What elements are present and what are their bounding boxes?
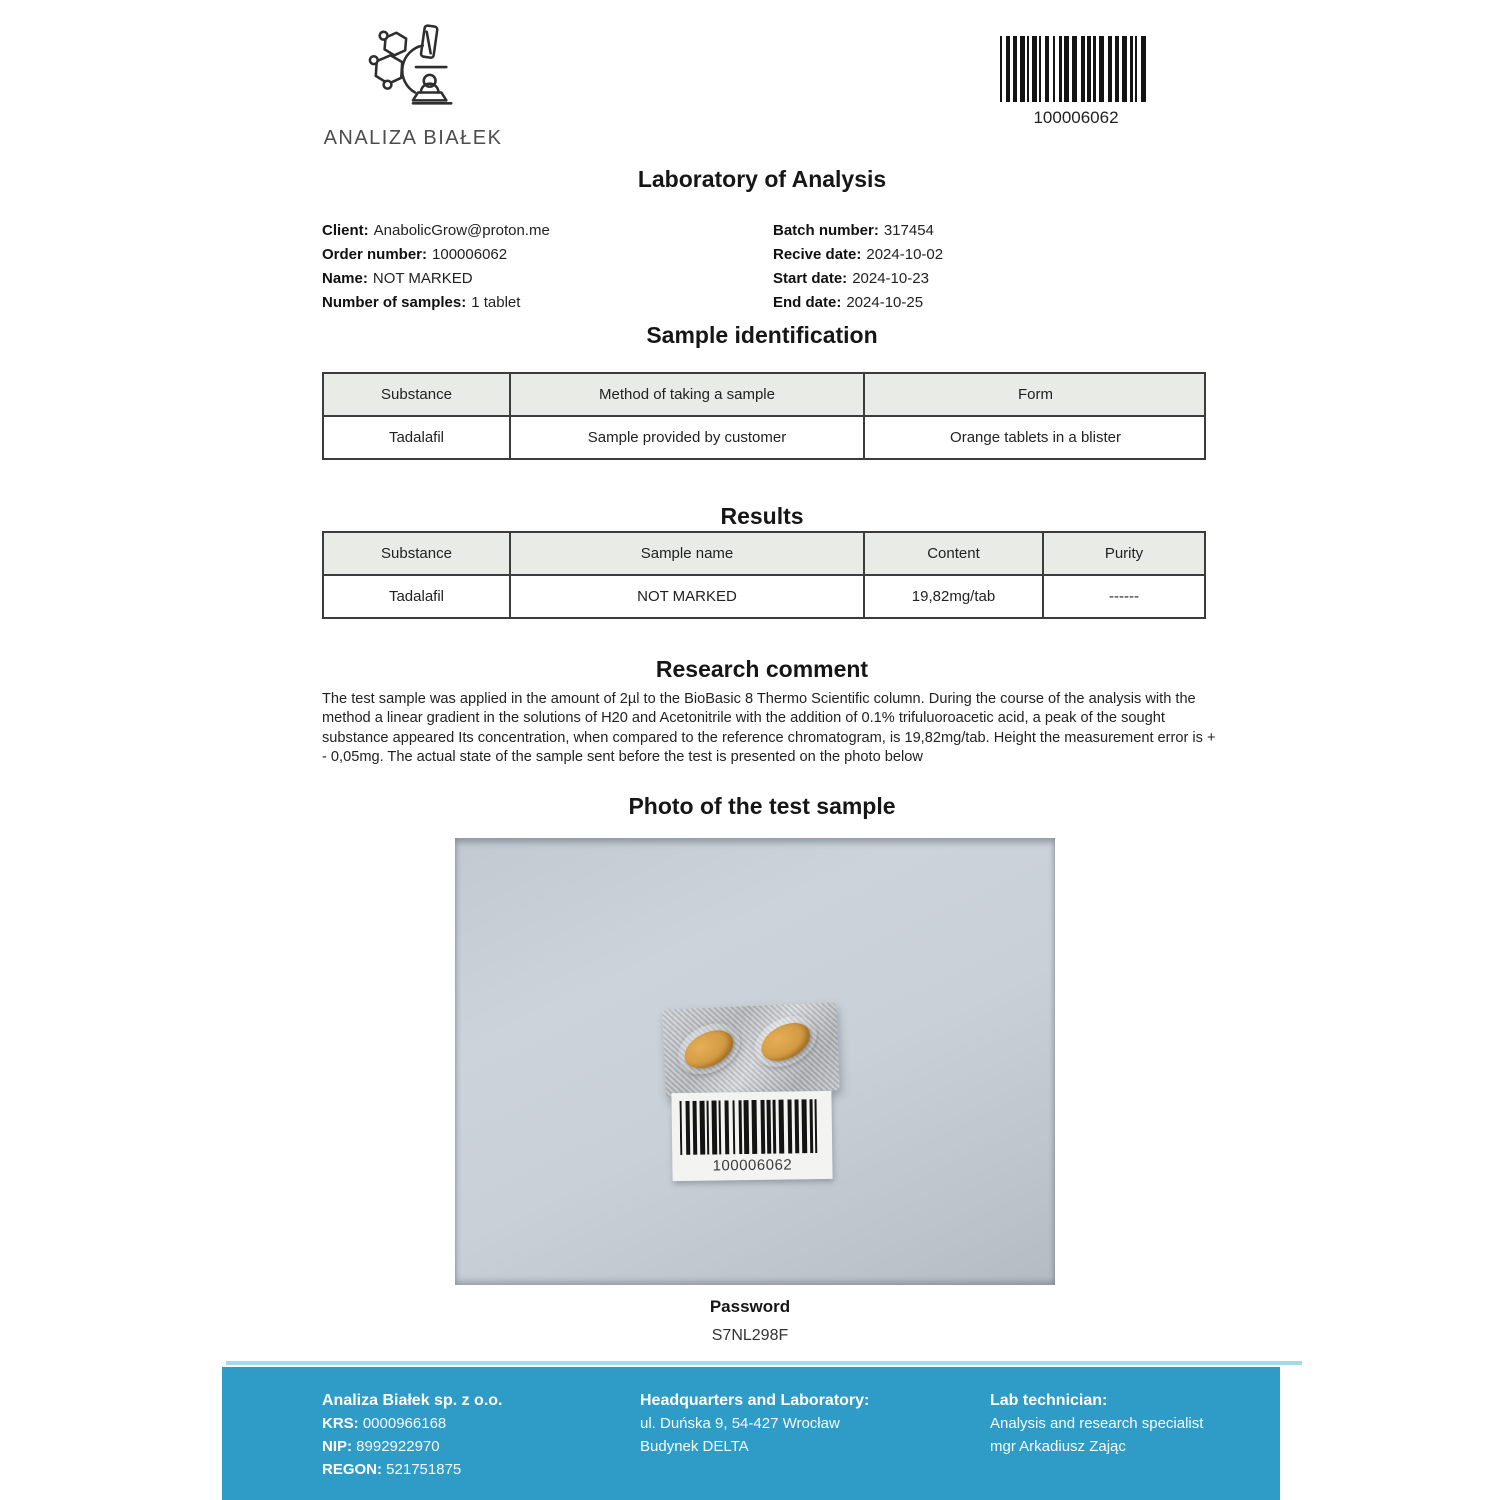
- technician-role: Analysis and research specialist: [990, 1415, 1204, 1432]
- table-cell: NOT MARKED: [511, 576, 865, 617]
- sample-identification-heading: Sample identification: [646, 322, 878, 348]
- footer-accent-line: [226, 1361, 1302, 1365]
- header-cell: Form: [1018, 386, 1053, 403]
- table-cell: Orange tablets in a blister: [950, 429, 1121, 446]
- info-recive-date: Recive date: 2024-10-02: [773, 246, 944, 263]
- sample-barcode-label: [671, 1091, 832, 1181]
- technician-name: mgr Arkadiusz Zając: [990, 1438, 1126, 1455]
- table-cell: 19,82mg/tab: [865, 576, 1044, 617]
- table-header-row: [324, 533, 1204, 576]
- blister-pack: [662, 1002, 840, 1098]
- order-info-right: [773, 219, 943, 315]
- company-nip: NIP: 8992922970: [322, 1438, 440, 1455]
- footer-technician-block: [990, 1389, 1203, 1458]
- technician-title: Lab technician:: [990, 1392, 1108, 1409]
- header-cell: Content: [865, 533, 1044, 574]
- info-client: Client: AnabolicGrow@proton.me: [322, 222, 550, 239]
- password-value: S7NL298F: [711, 1327, 789, 1344]
- company-regon: REGON: 521751875: [322, 1461, 462, 1478]
- footer: [222, 1367, 1280, 1500]
- microscope-molecule-icon: [362, 20, 464, 118]
- company-name: Analiza Białek sp. z o.o.: [322, 1392, 503, 1409]
- table-row: [324, 576, 1204, 617]
- sample-barcode-icon: [680, 1099, 825, 1155]
- headquarters-title: Headquarters and Laboratory:: [640, 1392, 870, 1409]
- headquarters-building: Budynek DELTA: [640, 1438, 749, 1455]
- info-batch-number: Batch number: 317454: [773, 222, 934, 239]
- research-comment-heading: Research comment: [655, 656, 869, 682]
- order-barcode-block: [998, 36, 1154, 128]
- table-cell: Tadalafil: [324, 576, 511, 617]
- header-cell: Method of taking a sample: [511, 374, 865, 415]
- results-table: [322, 531, 1206, 619]
- table-row: [324, 417, 1204, 458]
- info-order-number: Order number: 100006062: [322, 246, 508, 263]
- footer-company-block: [322, 1389, 503, 1481]
- results-heading: Results: [720, 503, 804, 529]
- page-title: Laboratory of Analysis: [637, 166, 887, 192]
- password-label: Password: [709, 1297, 791, 1316]
- header-cell: Substance: [324, 374, 511, 415]
- sample-identification-table: [322, 372, 1206, 460]
- table-header-row: [324, 374, 1204, 417]
- research-comment-text: The test sample was applied in the amount of 2µl to the BioBasic 8 Thermo Scientific column. During the course of the analysis with the method a linear gradient in the solutions of H20 and Acetonitrile with the addition of 0.1% trifuluoroacetic acid, a peak of the sought substance appeared Its concentration, when compared to the reference chromatogram, is 19,82mg/tab. Height the measurement error is + - 0,05mg. The actual state of the sample sent before the test is presented on the photo below: [322, 691, 1216, 766]
- info-name: Name: NOT MARKED: [322, 270, 473, 287]
- logo-text: ANALIZA BIAŁEK: [323, 127, 503, 149]
- photo-heading: Photo of the test sample: [628, 793, 896, 819]
- header-cell: Sample name: [511, 533, 865, 574]
- sample-barcode-number: 100006062: [712, 1156, 793, 1175]
- info-end-date: End date: 2024-10-25: [773, 294, 924, 311]
- table-cell: ------: [1109, 588, 1139, 605]
- info-samples: Number of samples: 1 tablet: [322, 294, 521, 311]
- logo-block: [318, 20, 508, 150]
- header-cell: Substance: [324, 533, 511, 574]
- order-barcode-icon: [1000, 36, 1152, 102]
- company-krs: KRS: 0000966168: [322, 1415, 447, 1432]
- footer-headquarters-block: [640, 1389, 869, 1458]
- order-barcode-number: 100006062: [1033, 108, 1119, 127]
- sample-photo: [455, 838, 1055, 1285]
- table-cell: Tadalafil: [324, 417, 511, 458]
- headquarters-address: ul. Duńska 9, 54-427 Wrocław: [640, 1415, 840, 1432]
- header-cell: Purity: [1104, 545, 1144, 562]
- order-info-left: [322, 219, 550, 315]
- table-cell: Sample provided by customer: [511, 417, 865, 458]
- info-start-date: Start date: 2024-10-23: [773, 270, 929, 287]
